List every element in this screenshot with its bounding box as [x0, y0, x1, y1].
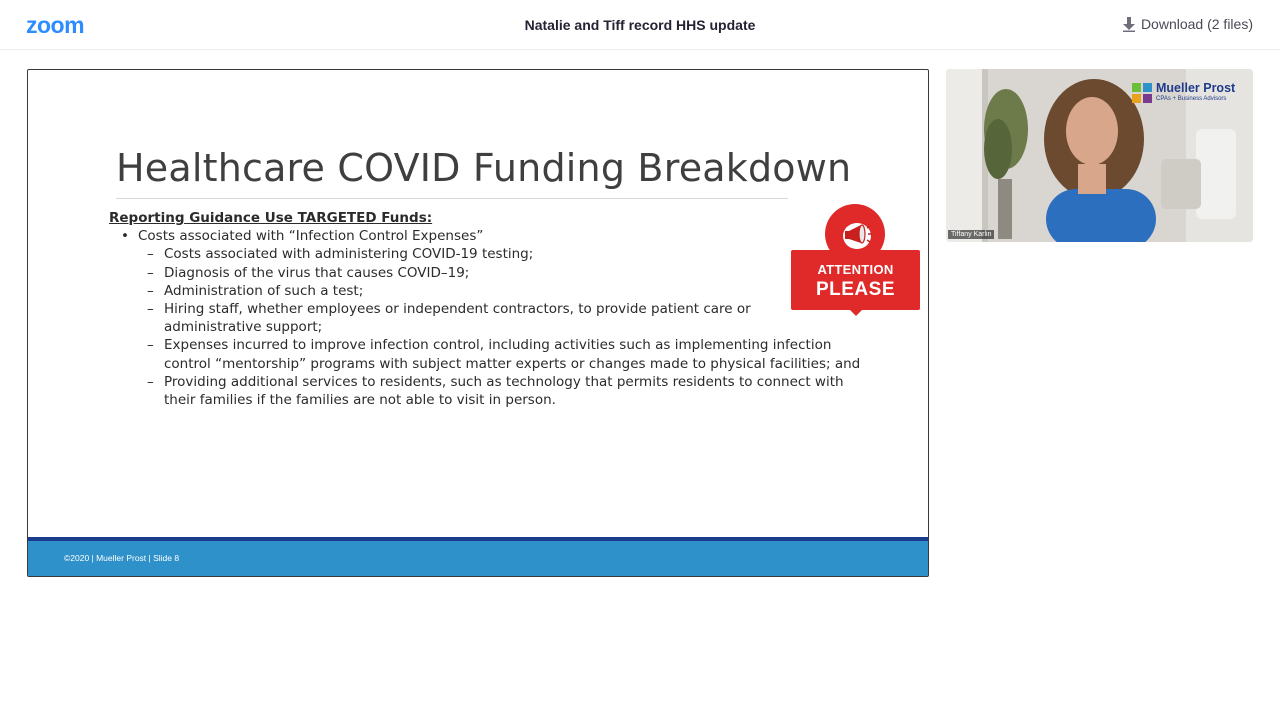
- download-icon: [1123, 17, 1135, 32]
- sub-item: – Providing additional services to residents, such as technology that permits residents to connect with their families if the families are not able to visit in person.: [109, 373, 869, 409]
- brand-tagline: CPAs + Business Advisors: [1156, 96, 1227, 102]
- bullet-item: • Costs associated with “Infection Control Expenses”: [109, 227, 869, 245]
- slide-title: Healthcare COVID Funding Breakdown: [116, 146, 852, 190]
- title-divider: [116, 198, 788, 199]
- shared-slide: [27, 69, 929, 577]
- download-button[interactable]: [1123, 16, 1253, 32]
- brand-name: Mueller Prost: [1156, 81, 1236, 95]
- sub-item: – Hiring staff, whether employees or independent contractors, to provide patient care or administrative support;: [109, 300, 819, 336]
- section-heading: Reporting Guidance Use TARGETED Funds:: [109, 210, 433, 226]
- participant-video[interactable]: [946, 69, 1253, 242]
- top-bar: [0, 0, 1280, 50]
- sub-item: – Costs associated with administering COVID-19 testing;: [109, 245, 869, 263]
- zoom-logo[interactable]: zoom: [26, 12, 85, 38]
- brand-overlay: [1132, 81, 1248, 105]
- download-label: Download (2 files): [1140, 16, 1253, 32]
- slide-content: [109, 209, 869, 409]
- brand-logo-icon: [1132, 83, 1152, 103]
- sub-item: – Diagnosis of the virus that causes COVID–19;: [109, 264, 869, 282]
- recording-title: Natalie and Tiff record HHS update: [524, 17, 756, 33]
- participant-name: Tiffany Karlin: [948, 230, 994, 239]
- slide-footer: [28, 541, 928, 577]
- badge-line-2: PLEASE: [815, 279, 896, 300]
- sub-item: – Administration of such a test;: [109, 282, 869, 300]
- attention-badge: [791, 204, 921, 322]
- footer-text: ©2020 | Mueller Prost | Slide 8: [64, 553, 180, 563]
- megaphone-icon: [835, 216, 877, 252]
- sub-item: – Expenses incurred to improve infection control, including activities such as implementing infection control “mentorship” programs with subject matter experts or changes made to physical facilities; and: [109, 336, 869, 372]
- badge-line-1: ATTENTION: [817, 262, 894, 277]
